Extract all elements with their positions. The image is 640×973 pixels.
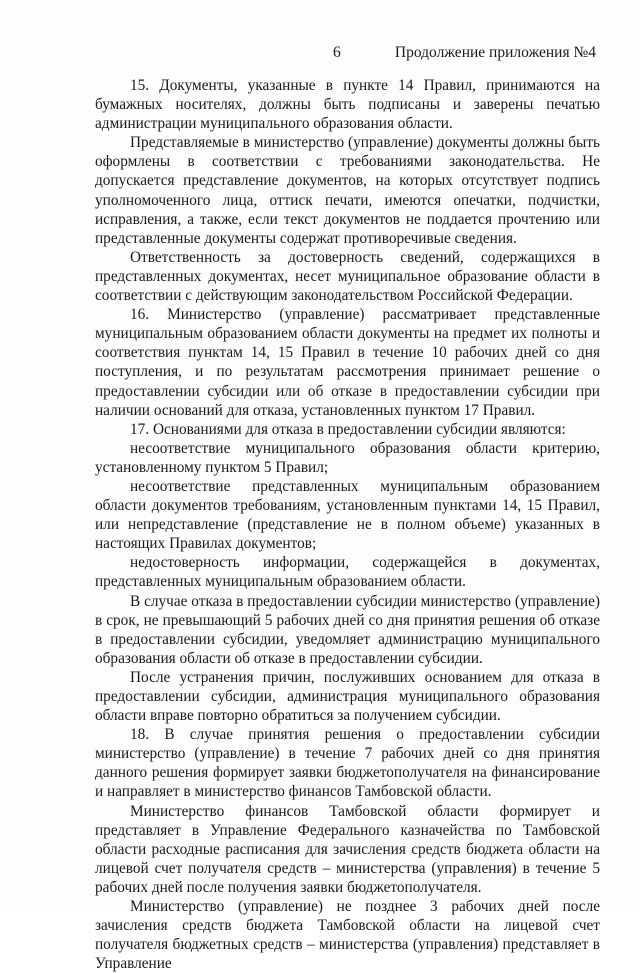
paragraph-finance-ministry: Министерство финансов Тамбовской области формирует и представляет в Управление Федерального казначейства по Тамбовской области расходные расписания для зачисления средств бюджета области на лицевой счет получателя средств – министерства (управления) в течение 5 рабочих дней после получения заявки бюджетополучателя. (95, 802, 600, 896)
paragraph-16: 16. Министерство (управление) рассматривает представленные муниципальным образованием области документы на предмет их полноты и соответствия пунктам 14, 15 Правил в течение 10 рабочих дней со дня поступления, и по результатам рассмотрения принимает решение о предоставлении субсидии или об отказе в предоставлении субсидии при наличии оснований для отказа, установленных пунктом 17 Правил. (95, 306, 600, 419)
paragraph-documents-requirements: Представляемые в министерство (управление) документы должны быть оформлены в соответствии с требованиями законодательства. Не допускается представление документов, на которых отсутствует подпись уполномоченного лица, оттиск печати, имеются опечатки, подчистки, исправления, а также, если текст документов не поддается прочтению или представленные документы содержат противоречивые сведения. (95, 134, 600, 247)
paragraph-18: 18. В случае принятия решения о предоставлении субсидии министерство (управление) в течение 7 рабочих дней со дня принятия данного решения формирует заявки бюджетополучателя на финансирование и направляет в министерство финансов Тамбовской области. (95, 726, 600, 801)
paragraph-refusal-notice: В случае отказа в предоставлении субсидии министерство (управление) в срок, не превышающий 5 рабочих дней со дня принятия решения об отказе в предоставлении субсидии, уведомляет администрацию муниципального образования области об отказе в предоставлении субсидии. (95, 592, 600, 667)
paragraph-refusal-ground-1: несоответствие муниципального образования области критерию, установленному пунктом 5 Правил; (95, 439, 600, 476)
appendix-continuation-note: Продолжение приложения №4 (394, 44, 596, 61)
margin-scan-mark (6, 358, 9, 428)
page-number: 6 (333, 44, 341, 61)
paragraph-responsibility: Ответственность за достоверность сведений, содержащихся в представленных документах, несет муниципальное образование области в соответствии с действующим законодательством Российской Федерации. (95, 248, 600, 305)
paragraph-15: 15. Документы, указанные в пункте 14 Правил, принимаются на бумажных носителях, должны быть подписаны и заверены печатью администрации муниципального образования области. (95, 77, 600, 133)
paragraph-17: 17. Основаниями для отказа в предоставлении субсидии являются: (130, 420, 566, 438)
paragraph-refusal-ground-3: недостоверность информации, содержащейся в документах, представленных муниципальным образованием области. (95, 554, 600, 591)
paragraph-reapplication: После устранения причин, послуживших основанием для отказа в предоставлении субсидии, администрация муниципального образования области вправе повторно обратиться за получением субсидии. (95, 668, 600, 725)
paragraph-refusal-ground-2: несоответствие представленных муниципальным образованием области документов требованиям, установленным пунктами 14, 15 Правил, или непредставление (представление не в полном объеме) указанных в настоящих Правилах документов; (95, 477, 600, 553)
page-header (0, 44, 640, 64)
paragraph-ministry-transfer: Министерство (управление) не позднее 3 рабочих дней после зачисления средств бюджета Тамбовской области на лицевой счет получателя бюджетных средств – министерства (управления) представляет в Управление (95, 898, 600, 973)
document-body (95, 76, 600, 973)
